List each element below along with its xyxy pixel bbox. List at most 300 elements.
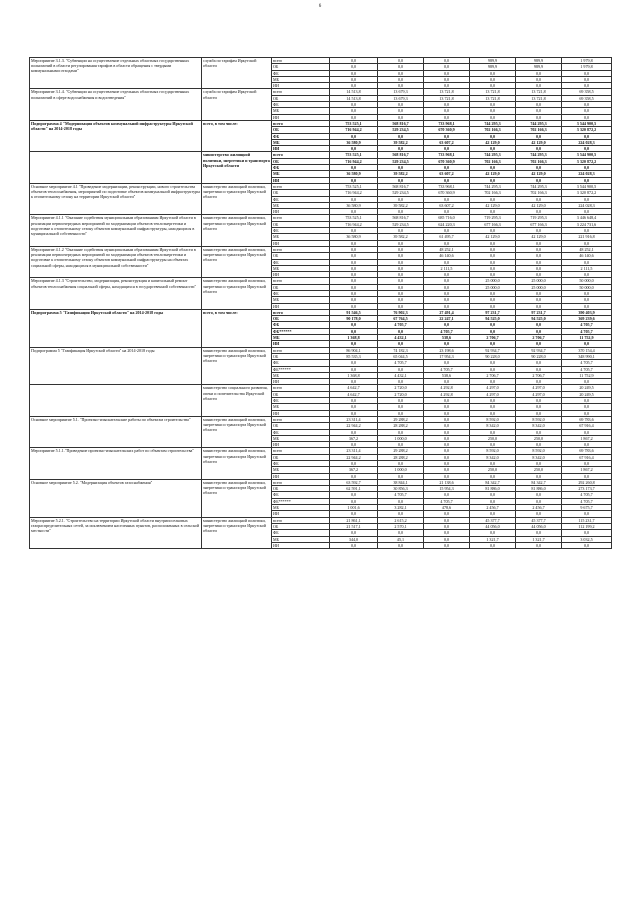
value-cell: 1 368,8 [330, 372, 378, 378]
value-cell: 0,0 [562, 133, 612, 139]
source-cell: ОБ [272, 190, 330, 196]
value-cell: 744 295,3 [470, 120, 516, 126]
value-cell: 0,0 [330, 404, 378, 410]
source-cell: МБ [272, 372, 330, 378]
value-cell: 4 297,0 [470, 385, 516, 391]
executor-cell: министерство жилищной политики, энергетики и транспорта Иркутской области [202, 416, 272, 447]
value-cell: 0,0 [378, 265, 424, 271]
value-cell: 0,0 [516, 379, 562, 385]
value-cell: 702 166,3 [516, 127, 562, 133]
value-cell: 14 513,8 [330, 95, 378, 101]
value-cell: 4 432,1 [378, 372, 424, 378]
value-cell: 568 816,7 [378, 183, 424, 189]
source-cell: ОБ [272, 253, 330, 259]
value-cell: 0,0 [424, 536, 470, 542]
value-cell: 0,0 [378, 146, 424, 152]
source-cell: ФБ****** [272, 498, 330, 504]
source-cell: ОБ [272, 454, 330, 460]
value-cell: 0,0 [424, 278, 470, 284]
value-cell: 0,0 [562, 341, 612, 347]
source-cell: ФБ [272, 530, 330, 536]
value-cell: 23 311,4 [330, 448, 378, 454]
value-cell: 224 028,3 [562, 202, 612, 208]
value-cell: 0,0 [378, 290, 424, 296]
value-cell: 0,0 [516, 228, 562, 234]
value-cell: 529 234,5 [378, 221, 424, 227]
value-cell: 1 867,2 [562, 467, 612, 473]
value-cell: 4 705,7 [378, 492, 424, 498]
value-cell: 13 679,3 [378, 89, 424, 95]
value-cell: 0,0 [516, 209, 562, 215]
source-cell: ФБ [272, 259, 330, 265]
value-cell: 13 721,8 [424, 95, 470, 101]
value-cell: 0,0 [516, 530, 562, 536]
value-cell: 0,0 [562, 209, 612, 215]
source-cell: ИИ [272, 473, 330, 479]
value-cell: 677 166,3 [470, 221, 516, 227]
value-cell: 0,0 [424, 64, 470, 70]
value-cell: 0,0 [470, 272, 516, 278]
value-cell: 65 044,5 [378, 353, 424, 359]
value-cell: 0,0 [470, 379, 516, 385]
source-cell: МБ [272, 505, 330, 511]
value-cell: 0,0 [378, 83, 424, 89]
value-cell: 0,0 [516, 83, 562, 89]
value-cell: 0,0 [516, 133, 562, 139]
value-cell: 0,0 [378, 297, 424, 303]
value-cell: 1 000,0 [378, 467, 424, 473]
value-cell: 0,0 [424, 410, 470, 416]
value-cell: 0,0 [516, 146, 562, 152]
value-cell: 0,0 [424, 228, 470, 234]
source-cell: ИИ [272, 83, 330, 89]
executor-cell: служба по тарифам Иркутской области [202, 58, 272, 89]
value-cell: 0,0 [470, 297, 516, 303]
value-cell: 0,0 [516, 196, 562, 202]
value-cell: 8 342,0 [470, 454, 516, 460]
value-cell: 0,0 [378, 259, 424, 265]
value-cell: 115 231,7 [562, 517, 612, 523]
value-cell: 0,0 [516, 259, 562, 265]
value-cell: 0,0 [516, 272, 562, 278]
value-cell: 0,0 [516, 297, 562, 303]
source-cell: всего [272, 246, 330, 252]
value-cell: 0,0 [330, 429, 378, 435]
value-cell: 39 582,2 [378, 139, 424, 145]
value-cell: 0,0 [378, 102, 424, 108]
program-name-cell: Мероприятие 5.2.1. "Строительство на территории Иркутской области внутрипоселковых газораспределительных сетей, за исключением населенных пунктов, расположенных в сельской местности" [30, 517, 202, 548]
value-cell: 0,0 [378, 398, 424, 404]
source-cell: ФБ [272, 133, 330, 139]
value-cell: 0,0 [470, 303, 516, 309]
value-cell: 0,0 [424, 240, 470, 246]
executor-cell: всего, в том числе: [202, 120, 272, 151]
value-cell: 0,0 [470, 492, 516, 498]
value-cell: 2 456,7 [516, 505, 562, 511]
executor-cell: министерство жилищной политики, энергетики и транспорта Иркутской области [202, 448, 272, 479]
value-cell: 4 705,7 [424, 366, 470, 372]
value-cell: 529 234,5 [378, 158, 424, 164]
value-cell: 753 525,1 [330, 215, 378, 221]
value-cell: 0,0 [378, 278, 424, 284]
value-cell: 0,0 [562, 108, 612, 114]
value-cell: 38 844,1 [378, 479, 424, 485]
source-cell: МБ [272, 234, 330, 240]
value-cell: 0,0 [470, 246, 516, 252]
executor-cell: всего, в том числе: [202, 309, 272, 347]
source-cell: ИИ [272, 303, 330, 309]
value-cell: 23 198,6 [424, 347, 470, 353]
source-cell: МБ [272, 76, 330, 82]
value-cell: 0,0 [562, 398, 612, 404]
value-cell: 13 721,8 [516, 95, 562, 101]
value-cell: 0,0 [562, 177, 612, 183]
value-cell: 0,0 [516, 102, 562, 108]
source-cell: всего [272, 448, 330, 454]
source-cell: ИИ [272, 442, 330, 448]
value-cell: 273 173,7 [562, 486, 612, 492]
value-cell: 1 368,8 [330, 335, 378, 341]
value-cell: 3 282,1 [378, 505, 424, 511]
value-cell: 0,0 [378, 498, 424, 504]
value-cell: 42 129,0 [516, 202, 562, 208]
value-cell: 50 000,0 [562, 284, 612, 290]
source-cell: ФБ [272, 102, 330, 108]
value-cell: 0,0 [516, 114, 562, 120]
value-cell: 367,2 [330, 435, 378, 441]
value-cell: 0,0 [562, 259, 612, 265]
value-cell: 36 580,9 [330, 139, 378, 145]
value-cell: 45 377,7 [470, 517, 516, 523]
value-cell: 0,0 [470, 322, 516, 328]
value-cell: 0,0 [330, 58, 378, 64]
value-cell: 989,9 [516, 64, 562, 70]
value-cell: 0,0 [330, 303, 378, 309]
value-cell: 2 706,7 [516, 372, 562, 378]
value-cell: 11 752,9 [562, 372, 612, 378]
value-cell: 0,0 [470, 410, 516, 416]
program-name-cell: Мероприятие 4.1.1 "Оказание содействия муниципальным образованиям Иркутской области в реализации первоочередных мероприятий по модернизации объектов теплоэнергетики и подготовке к отопительному сезону объектов коммунальной инфраструктуры, находящихся в муниципальной собственности" [30, 215, 202, 246]
value-cell: 0,0 [470, 360, 516, 366]
value-cell: 0,0 [330, 473, 378, 479]
value-cell: 20 249,5 [562, 385, 612, 391]
value-cell: 8 342,0 [470, 423, 516, 429]
value-cell: 0,0 [470, 209, 516, 215]
value-cell: 733 968,1 [424, 120, 470, 126]
value-cell: 370 154,4 [562, 347, 612, 353]
value-cell: 46 140,6 [424, 253, 470, 259]
value-cell: 81 886,0 [516, 486, 562, 492]
value-cell: 0,0 [378, 108, 424, 114]
value-cell: 989,9 [470, 64, 516, 70]
value-cell: 1 979,8 [562, 64, 612, 70]
value-cell: 0,0 [330, 196, 378, 202]
value-cell: 0,0 [330, 284, 378, 290]
value-cell: 81 886,0 [470, 486, 516, 492]
value-cell: 0,0 [470, 114, 516, 120]
value-cell: 0,0 [378, 76, 424, 82]
source-cell: ИИ [272, 410, 330, 416]
value-cell: 3 320 872,2 [562, 190, 612, 196]
source-cell: ФБ****** [272, 328, 330, 334]
source-cell: ФБ [272, 492, 330, 498]
source-cell: ИИ [272, 542, 330, 548]
value-cell: 733 968,1 [424, 183, 470, 189]
value-cell: 0,0 [562, 102, 612, 108]
value-cell: 0,0 [516, 322, 562, 328]
value-cell: 0,0 [470, 442, 516, 448]
value-cell: 21 138,6 [424, 479, 470, 485]
value-cell: 0,0 [424, 448, 470, 454]
source-cell: ОБ [272, 221, 330, 227]
value-cell: 0,0 [330, 498, 378, 504]
value-cell: 0,0 [516, 404, 562, 410]
value-cell: 250,0 [516, 467, 562, 473]
value-cell: 4 642,7 [330, 385, 378, 391]
value-cell: 0,0 [378, 133, 424, 139]
value-cell: 348 990,1 [562, 353, 612, 359]
value-cell: 0,0 [378, 284, 424, 290]
value-cell: 42 129,0 [516, 171, 562, 177]
value-cell: 224 028,3 [562, 171, 612, 177]
value-cell: 0,0 [562, 297, 612, 303]
source-cell: МБ [272, 297, 330, 303]
value-cell: 0,0 [424, 416, 470, 422]
source-cell: всего [272, 517, 330, 523]
executor-cell: министерство жилищной политики, энергетики и транспорта Иркутской области [202, 479, 272, 517]
value-cell: 0,0 [330, 253, 378, 259]
value-cell: 0,0 [424, 398, 470, 404]
program-name-cell: Мероприятие 4.1.3 "Строительство, модернизация, реконструкция и капитальный ремонт объектов теплоснабжения социальной сферы, находящихся в государственной собственности" [30, 278, 202, 309]
value-cell: 15 954,3 [424, 486, 470, 492]
value-cell: 0,0 [470, 404, 516, 410]
value-cell: 250,0 [516, 435, 562, 441]
value-cell: 529 234,5 [378, 127, 424, 133]
program-name-cell: Мероприятие 3.1.3. "Субвенции на осуществление отдельных областных государственных полномочий в области регулирования тарифов в области обращения с твердыми коммунальными отходами" [30, 58, 202, 89]
value-cell: 0,0 [470, 259, 516, 265]
value-cell: 0,0 [470, 473, 516, 479]
value-cell: 3 446 648,4 [562, 215, 612, 221]
source-cell: ОБ [272, 64, 330, 70]
value-cell: 4 292,8 [424, 391, 470, 397]
value-cell: 0,0 [470, 146, 516, 152]
value-cell: 94 525,0 [470, 316, 516, 322]
value-cell: 0,0 [562, 290, 612, 296]
value-cell: 0,0 [516, 290, 562, 296]
source-cell: ОБ [272, 423, 330, 429]
value-cell: 28 288,2 [378, 454, 424, 460]
value-cell: 0,0 [470, 240, 516, 246]
value-cell: 753 525,1 [330, 152, 378, 158]
value-cell: 390 403,9 [562, 309, 612, 315]
value-cell: 0,0 [330, 379, 378, 385]
value-cell: 685 716,0 [424, 215, 470, 221]
value-cell: 0,0 [378, 442, 424, 448]
value-cell: 42 129,0 [470, 171, 516, 177]
program-name-cell: Мероприятие 3.1.4. "Субвенции на осуществление отдельных областных государственных полномочий в сфере водоснабжения и водоотведения" [30, 89, 202, 120]
value-cell: 0,0 [470, 498, 516, 504]
value-cell: 2 720,0 [378, 385, 424, 391]
value-cell: 0,0 [424, 530, 470, 536]
value-cell: 0,0 [378, 165, 424, 171]
value-cell: 0,0 [516, 108, 562, 114]
value-cell: 90 228,0 [470, 353, 516, 359]
source-cell: ИИ [272, 114, 330, 120]
value-cell: 2 706,7 [470, 335, 516, 341]
value-cell: 719 295,3 [470, 215, 516, 221]
value-cell: 21 861,1 [330, 517, 378, 523]
program-name-cell: Подпрограмма 5 "Газификация Иркутской области" на 2014-2018 годы [30, 309, 202, 347]
value-cell: 0,0 [330, 461, 378, 467]
value-cell: 84 342,7 [516, 479, 562, 485]
source-cell: всего [272, 215, 330, 221]
source-cell: ИИ [272, 379, 330, 385]
value-cell: 2 720,0 [378, 391, 424, 397]
value-cell: 0,0 [378, 253, 424, 259]
value-cell: 0,0 [470, 76, 516, 82]
value-cell: 4 705,7 [378, 322, 424, 328]
value-cell: 0,0 [516, 461, 562, 467]
value-cell: 0,0 [330, 209, 378, 215]
value-cell: 0,0 [424, 473, 470, 479]
value-cell: 0,0 [424, 284, 470, 290]
value-cell: 538,6 [424, 335, 470, 341]
value-cell: 0,0 [424, 272, 470, 278]
value-cell: 0,0 [424, 423, 470, 429]
value-cell: 0,0 [470, 341, 516, 347]
value-cell: 0,0 [330, 442, 378, 448]
value-cell: 90 228,0 [516, 353, 562, 359]
value-cell: 2 456,7 [470, 505, 516, 511]
value-cell: 624 220,3 [424, 221, 470, 227]
value-cell: 0,0 [424, 259, 470, 265]
value-cell: 4 705,7 [424, 498, 470, 504]
value-cell: 9 675,7 [562, 505, 612, 511]
value-cell: 36 580,9 [330, 234, 378, 240]
value-cell: 568 816,7 [378, 215, 424, 221]
value-cell: 0,0 [516, 70, 562, 76]
value-cell: 0,0 [424, 146, 470, 152]
value-cell: 0,0 [330, 398, 378, 404]
value-cell: 13 721,8 [470, 95, 516, 101]
value-cell: 8 592,0 [470, 416, 516, 422]
value-cell: 0,0 [378, 177, 424, 183]
value-cell: 744 295,3 [516, 152, 562, 158]
value-cell: 39 582,2 [378, 234, 424, 240]
program-name-cell: Основное мероприятие 4.1 "Проведение модернизации, реконструкции, нового строительства объектов теплоснабжения, мероприятий по подготовке объектов коммунальной инфраструктуры к отопительному сезону на территории Иркутской области" [30, 183, 202, 214]
value-cell: 4 297,0 [516, 391, 562, 397]
value-cell: 0,0 [516, 366, 562, 372]
value-cell: 0,0 [516, 511, 562, 517]
value-cell: 0,0 [470, 165, 516, 171]
value-cell: 42 129,0 [470, 202, 516, 208]
value-cell: 0,0 [378, 70, 424, 76]
value-cell: 0,0 [424, 196, 470, 202]
value-cell: 0,0 [424, 404, 470, 410]
value-cell: 367,2 [330, 467, 378, 473]
value-cell: 0,0 [470, 511, 516, 517]
value-cell: 42 129,0 [516, 139, 562, 145]
value-cell: 670 360,9 [424, 158, 470, 164]
value-cell: 0,0 [470, 83, 516, 89]
value-cell: 0,0 [424, 322, 470, 328]
value-cell: 74 182,3 [378, 347, 424, 353]
value-cell: 25 000,0 [516, 278, 562, 284]
value-cell: 0,0 [378, 240, 424, 246]
value-cell: 0,0 [424, 461, 470, 467]
value-cell: 0,0 [330, 108, 378, 114]
value-cell: 69 358,5 [562, 89, 612, 95]
value-cell: 0,0 [424, 492, 470, 498]
value-cell: 0,0 [516, 410, 562, 416]
value-cell: 0,0 [330, 530, 378, 536]
value-cell: 0,0 [516, 542, 562, 548]
value-cell: 3 320 872,2 [562, 158, 612, 164]
source-cell: МБ [272, 404, 330, 410]
value-cell: 1 867,2 [562, 435, 612, 441]
value-cell: 25 000,0 [470, 284, 516, 290]
value-cell: 0,0 [330, 76, 378, 82]
value-cell: 1 321,7 [470, 536, 516, 542]
source-cell: МБ [272, 335, 330, 341]
value-cell: 0,0 [378, 196, 424, 202]
source-cell: ОБ [272, 353, 330, 359]
value-cell: 0,0 [330, 228, 378, 234]
value-cell: 4 705,7 [378, 360, 424, 366]
value-cell: 568 816,7 [378, 120, 424, 126]
value-cell: 702 166,3 [516, 158, 562, 164]
program-name-cell: Подпрограмма 5 "Газификация Иркутской области" на 2014-2018 годы [30, 347, 202, 385]
value-cell: 42 129,0 [516, 234, 562, 240]
value-cell: 0,0 [378, 303, 424, 309]
value-cell: 989,9 [470, 58, 516, 64]
value-cell: 8 592,0 [470, 448, 516, 454]
value-cell: 0,0 [330, 133, 378, 139]
value-cell: 744 295,3 [470, 183, 516, 189]
value-cell: 0,0 [378, 542, 424, 548]
source-cell: МБ [272, 171, 330, 177]
value-cell: 0,0 [470, 108, 516, 114]
value-cell: 0,0 [424, 429, 470, 435]
source-cell: ОБ [272, 158, 330, 164]
value-cell: 0,0 [562, 228, 612, 234]
value-cell: 0,0 [516, 492, 562, 498]
value-cell: 1 000,0 [378, 435, 424, 441]
value-cell: 22 944,2 [330, 423, 378, 429]
value-cell: 0,0 [470, 530, 516, 536]
value-cell: 27 491,4 [424, 309, 470, 315]
value-cell: 0,0 [378, 511, 424, 517]
value-cell: 0,0 [378, 328, 424, 334]
value-cell: 11 752,9 [562, 335, 612, 341]
value-cell: 0,0 [330, 177, 378, 183]
value-cell: 0,0 [330, 492, 378, 498]
source-cell: МБ [272, 202, 330, 208]
value-cell: 0,0 [516, 265, 562, 271]
value-cell: 36 580,9 [330, 202, 378, 208]
value-cell: 0,0 [330, 328, 378, 334]
value-cell: 0,0 [424, 454, 470, 460]
value-cell: 0,0 [470, 228, 516, 234]
value-cell: 0,0 [330, 165, 378, 171]
source-cell: ОБ [272, 486, 330, 492]
value-cell: 0,0 [516, 360, 562, 366]
value-cell: 39 582,2 [378, 202, 424, 208]
executor-cell: министерство социального развития, опеки и попечительства Иркутской области [202, 385, 272, 416]
value-cell: 4 705,7 [562, 328, 612, 334]
value-cell: 0,0 [562, 272, 612, 278]
budget-table [29, 57, 612, 549]
